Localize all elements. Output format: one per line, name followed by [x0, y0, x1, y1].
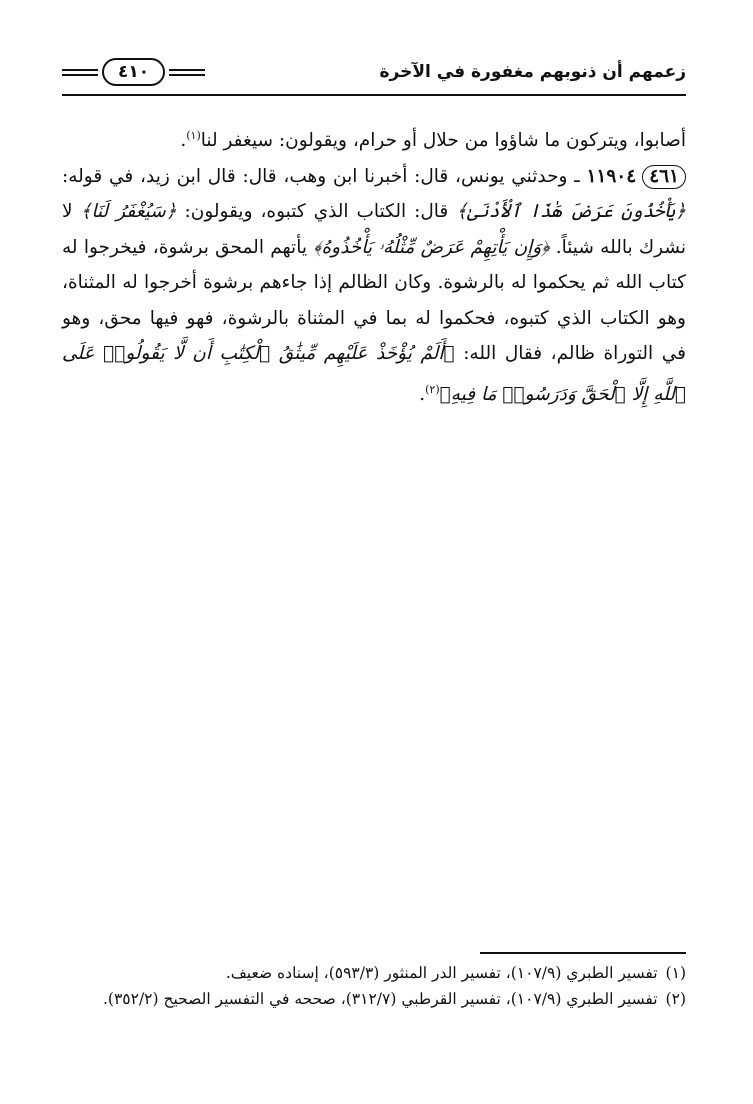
- quran-verse-2: ﴿سَيُغْفَرُ لَنَا﴾: [80, 201, 177, 223]
- page-number: ٤١٠: [102, 58, 165, 86]
- quran-verse-4: ﴿أَلَمْ يُؤْخَذْ عَلَيْهِم مِّيثَٰقُ ٱلْكِتَٰبِ أَن لَّا يَقُولُوا۟ عَلَى ٱللَّهِ إِلَّا ٱلْحَقَّ وَدَرَسُوا۟ مَا فِيهِ﴾: [62, 343, 686, 405]
- paragraph-1: أصابوا، ويتركون ما شاؤوا من حلال أو حرام، ويقولون: سيغفر لنا$^{(١)}$.: [180, 129, 686, 152]
- header-divider: [62, 94, 686, 96]
- page-number-badge: [62, 58, 205, 86]
- footnote-ref-1[interactable]: (١): [186, 129, 201, 142]
- hadith-badge: ٤٦١: [642, 165, 686, 189]
- paragraph-2: ٤٦١١١٩٠٤ ـ وحدثني يونس، قال: أخبرنا ابن وهب، قال: قال ابن زيد، في قوله: ﴿يَأْخُذُونَ عَرَضَ هَٰذَا ٱلْأَدْنَىٰ﴾ قال: الكتاب الذي كتبوه، ويقولون: ﴿سَيُغْفَرُ لَنَا﴾ لا نشرك بالله شيئاً. ﴿وَإِن يَأْتِهِمْ عَرَضٌ مِّثْلُهُۥ يَأْخُذُوهُ﴾ يأتهم المحق برشوة، فيخرجوا له كتاب الله ثم يحكموا له بالرشوة. وكان الظالم إذا جاءهم برشوة أخرجوا له المثناة، وهو الكتاب الذي كتبوه، فحكموا له بما في المثناة بالرشوة، فهو فيها محق، وهو في التوراة ظالم، فقال الله: ﴿أَلَمْ يُؤْخَذْ عَلَيْهِم مِّيثَٰقُ ٱلْكِتَٰبِ أَن لَّا يَقُولُوا۟ عَلَى ٱللَّهِ إِلَّا ٱلْحَقَّ وَدَرَسُوا۟ مَا فِيهِ﴾$^{(٢)}$.: [62, 165, 686, 405]
- main-text: [62, 118, 686, 412]
- footnote-number: (١): [665, 964, 686, 982]
- footnote-2: [62, 986, 686, 1012]
- running-title: زعمهم أن ذنوبهم مغفورة في الآخرة: [379, 62, 686, 82]
- footnote-1: [62, 960, 686, 986]
- footnote-divider: [480, 952, 686, 954]
- footnotes: [62, 960, 686, 1012]
- footnote-ref-2[interactable]: (٢): [425, 382, 440, 396]
- hadith-number: ١١٩٠٤: [586, 165, 637, 187]
- header-ornament-right: [169, 69, 205, 76]
- footnote-number: (٢): [665, 990, 686, 1008]
- footnote-text: تفسير الطبري (١٠٧/٩)، تفسير القرطبي (٣١٢/٧)، صححه في التفسير الصحيح (٣٥٢/٢).: [102, 990, 658, 1008]
- header-ornament-left: [62, 69, 98, 76]
- footnote-text: تفسير الطبري (١٠٧/٩)، تفسير الدر المنثور (٥٩٣/٣)، إسناده ضعيف.: [225, 964, 658, 982]
- page-header: [62, 58, 686, 98]
- quran-verse-1: ﴿يَأْخُذُونَ عَرَضَ هَٰذَا ٱلْأَدْنَىٰ﴾: [456, 201, 686, 223]
- quran-verse-3: ﴿وَإِن يَأْتِهِمْ عَرَضٌ مِّثْلُهُۥ يَأْخُذُوهُ﴾: [313, 236, 550, 258]
